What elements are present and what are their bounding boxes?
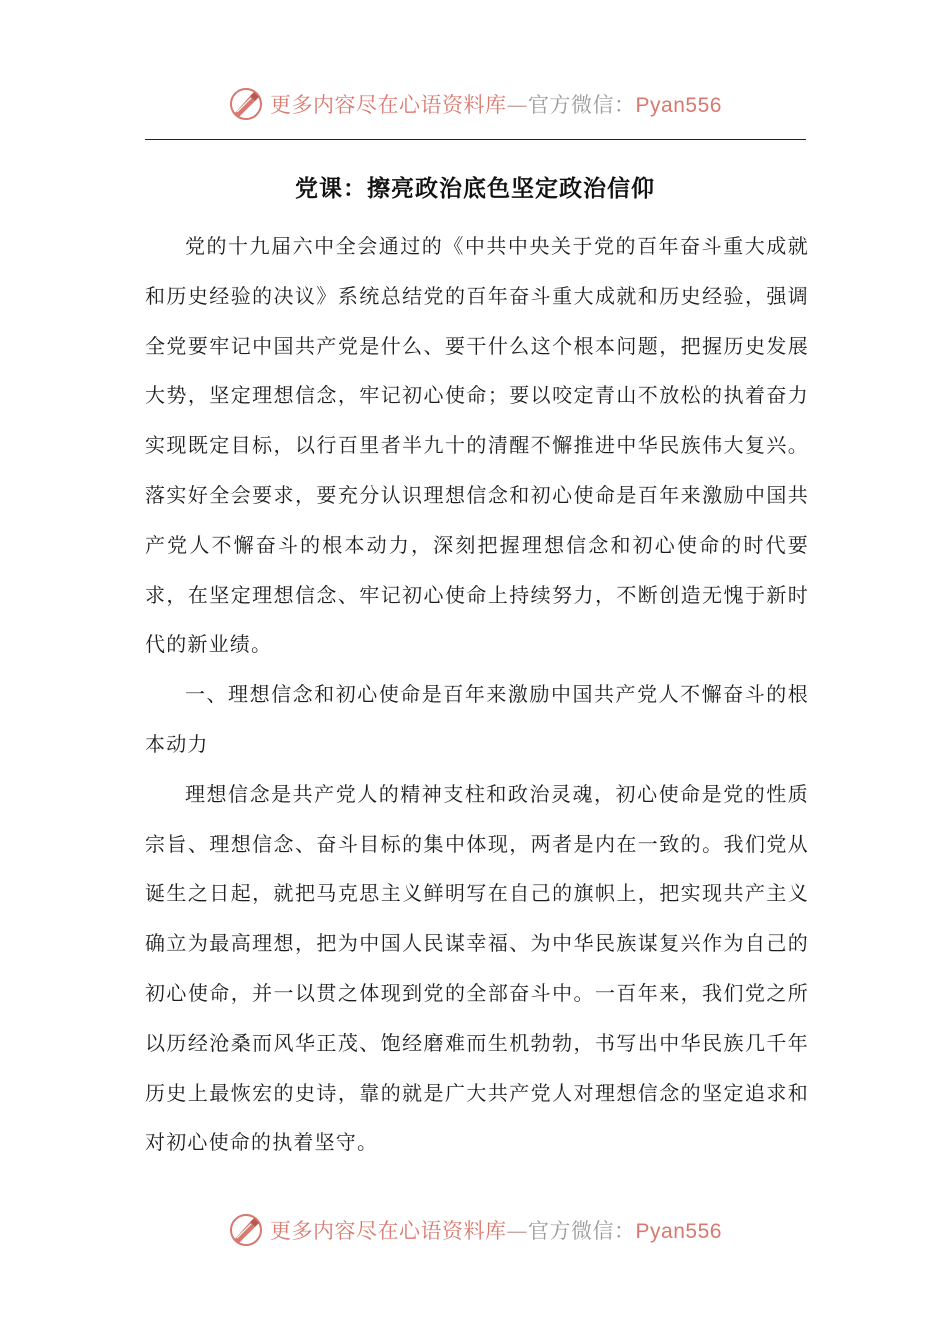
banner-label: 官方微信： [528,1219,636,1243]
document-body [145,222,809,1168]
banner-label: 官方微信： [528,93,636,117]
paragraph-intro: 党的十九届六中全会通过的《中共中央关于党的百年奋斗重大成就和历史经验的决议》系统总结党的百年奋斗重大成就和历史经验，强调全党要牢记中国共产党是什么、要干什么这个根本问题，把握历史发展大势，坚定理想信念，牢记初心使命；要以咬定青山不放松的执着奋力实现既定目标，以行百里者半九十的清醒不懈推进中华民族伟大复兴。落实好全会要求，要充分认识理想信念和初心使命是百年来激励中国共产党人不懈奋斗的根本动力，深刻把握理想信念和初心使命的时代要求，在坚定理想信念、牢记初心使命上持续努力，不断创造无愧于新时代的新业绩。 [145,234,809,657]
document-title: 党课：擦亮政治底色坚定政治信仰 [295,176,655,202]
header-divider [145,139,806,140]
banner-main-text: 更多内容尽在心语资料库 [270,1219,507,1243]
pen-nib-logo-icon [228,1212,264,1248]
section-heading-1: 一、理想信念和初心使命是百年来激励中国共产党人不懈奋斗的根本动力 [145,682,809,756]
banner-dash: — [506,93,529,117]
banner-wechat-id: Pyan556 [635,94,722,117]
banner-text [270,1215,722,1245]
pen-nib-logo-icon [228,86,264,122]
banner-dash: — [506,1219,529,1243]
header-banner [0,82,950,126]
banner-main-text: 更多内容尽在心语资料库 [270,93,507,117]
banner-text [270,89,722,119]
footer-banner [0,1208,950,1252]
paragraph-section-1: 理想信念是共产党人的精神支柱和政治灵魂，初心使命是党的性质宗旨、理想信念、奋斗目标的集中体现，两者是内在一致的。我们党从诞生之日起，就把马克思主义鲜明写在自己的旗帜上，把实现共产主义确立为最高理想，把为中国人民谋幸福、为中华民族谋复兴作为自己的初心使命，并一以贯之体现到党的全部奋斗中。一百年来，我们党之所以历经沧桑而风华正茂、饱经磨难而生机勃勃，书写出中华民族几千年历史上最恢宏的史诗，靠的就是广大共产党人对理想信念的坚定追求和对初心使命的执着坚守。 [145,781,809,1155]
banner-wechat-id: Pyan556 [635,1220,722,1243]
